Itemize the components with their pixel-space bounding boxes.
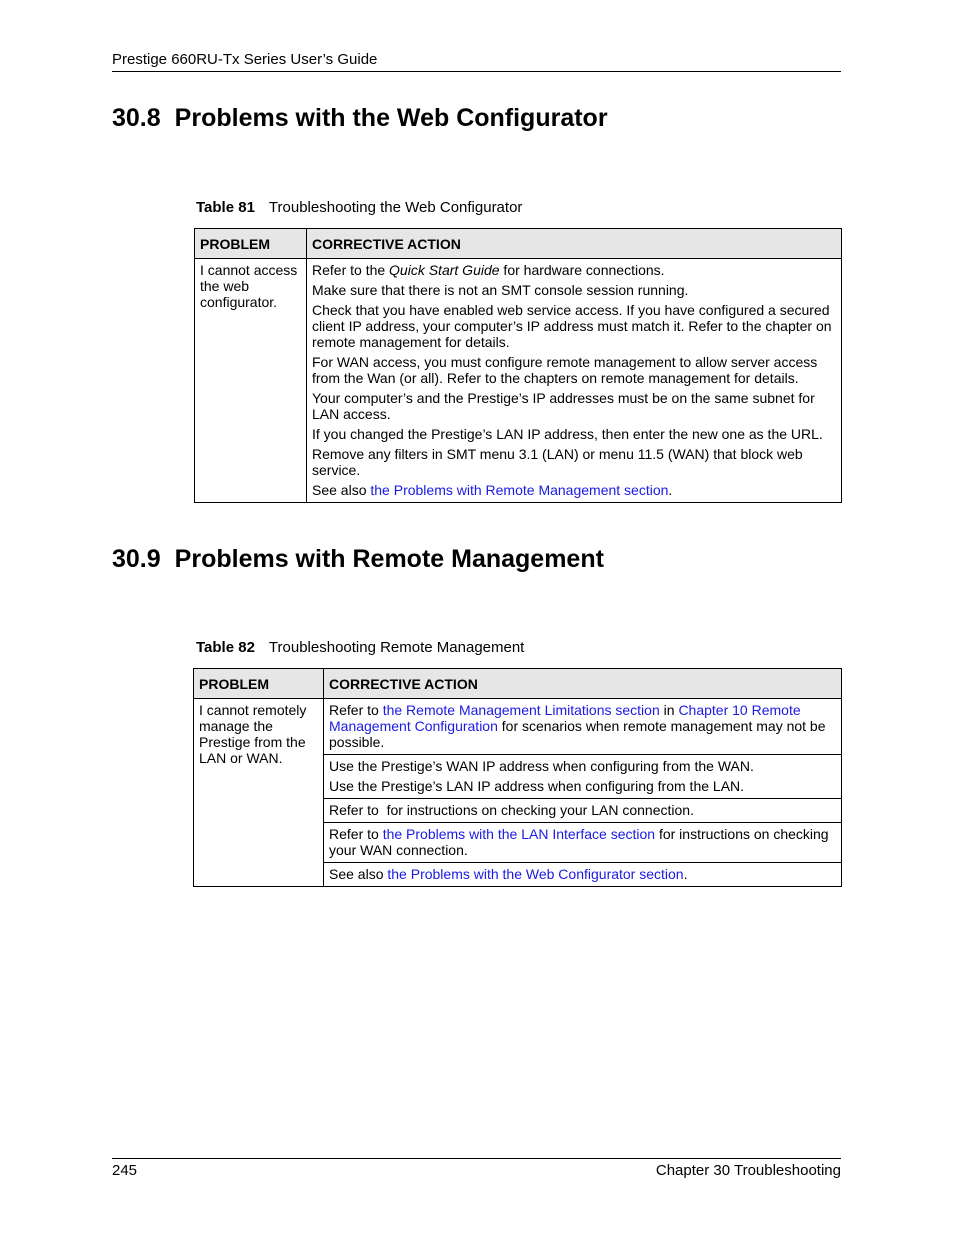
caption-label: Table 81 [196,199,255,216]
remote-management-section-link[interactable]: the Problems with Remote Management section [370,482,669,498]
caption-text: Troubleshooting Remote Management [268,639,525,656]
text: Refer to the [312,262,390,278]
action-item: Check that you have enabled web service access. If you have configured a secured client IP address, your computer’s IP address must match it. Refer to the chapter on remote management for details. [312,302,832,350]
chapter-10-link[interactable]: Chapter 10 Remote Management Configuration [329,702,801,734]
text: . [683,866,688,882]
corrective-action-cell [324,823,842,863]
text: See also [312,482,371,498]
text: for scenarios when remote management may not be possible. [329,718,826,750]
column-header-problem: PROBLEM [195,229,307,259]
section-title: Problems with the Web Configurator [174,104,608,132]
text: Refer to [329,702,383,718]
quick-start-guide-title: Quick Start Guide [389,262,500,278]
header-rule [112,71,841,72]
action-item: Use the Prestige’s WAN IP address when configuring from the WAN. [329,758,754,774]
table-header-row [194,669,842,699]
table-82-caption [196,639,524,656]
text: See also [329,866,388,882]
text: for hardware connections. [499,262,665,278]
action-item [312,482,836,498]
table-82 [193,668,842,887]
action-item: Make sure that there is not an SMT console session running. [312,282,689,298]
table-81-caption [196,199,522,216]
text: . [668,482,673,498]
web-configurator-section-link[interactable]: the Problems with the Web Configurator section [387,866,684,882]
section-number: 30.9 [112,545,161,573]
remote-management-limitations-link[interactable]: the Remote Management Limitations section [382,702,660,718]
corrective-action-cell [324,799,842,823]
action-item: Use the Prestige’s LAN IP address when configuring from the LAN. [329,778,745,794]
text: in [659,702,679,718]
action-item: Remove any filters in SMT menu 3.1 (LAN) or menu 11.5 (WAN) that block web service. [312,446,803,478]
column-header-corrective-action: CORRECTIVE ACTION [307,229,842,259]
action-item [329,866,836,882]
corrective-action-cell [324,863,842,887]
action-item [329,826,836,858]
action-item: Refer to for instructions on checking your LAN connection. [329,802,694,818]
section-heading-30-9 [112,545,604,574]
footer-chapter-title: Chapter 30 Troubleshooting [655,1162,841,1179]
table-81 [194,228,842,503]
action-item: Your computer’s and the Prestige’s IP addresses must be on the same subnet for LAN access. [312,390,815,422]
caption-label: Table 82 [196,639,255,656]
lan-interface-section-link[interactable]: the Problems with the LAN Interface section [382,826,656,842]
corrective-action-cell [324,699,842,755]
action-item: For WAN access, you must configure remote management to allow server access from the Wan (or all). Refer to the chapters on remote management for details. [312,354,818,386]
page-number: 245 [112,1162,138,1179]
caption-text: Troubleshooting the Web Configurator [268,199,523,216]
corrective-action-cell [307,259,842,503]
text: for instructions on checking your WAN connection. [329,826,829,858]
running-header: Prestige 660RU-Tx Series User’s Guide [112,51,378,68]
footer-rule [112,1158,841,1159]
column-header-problem: PROBLEM [194,669,324,699]
corrective-action-cell [324,755,842,799]
problem-cell: I cannot access the web configurator. [195,259,307,503]
column-header-corrective-action: CORRECTIVE ACTION [324,669,842,699]
action-item [312,262,836,278]
table-row [195,259,842,503]
action-item: If you changed the Prestige’s LAN IP address, then enter the new one as the URL. [312,426,823,442]
section-title: Problems with Remote Management [174,545,604,573]
table-header-row [195,229,842,259]
table-row [194,699,842,755]
section-heading-30-8 [112,104,608,133]
section-number: 30.8 [112,104,161,132]
problem-cell: I cannot remotely manage the Prestige from the LAN or WAN. [194,699,324,887]
text: Refer to [329,826,383,842]
action-item [329,702,836,750]
